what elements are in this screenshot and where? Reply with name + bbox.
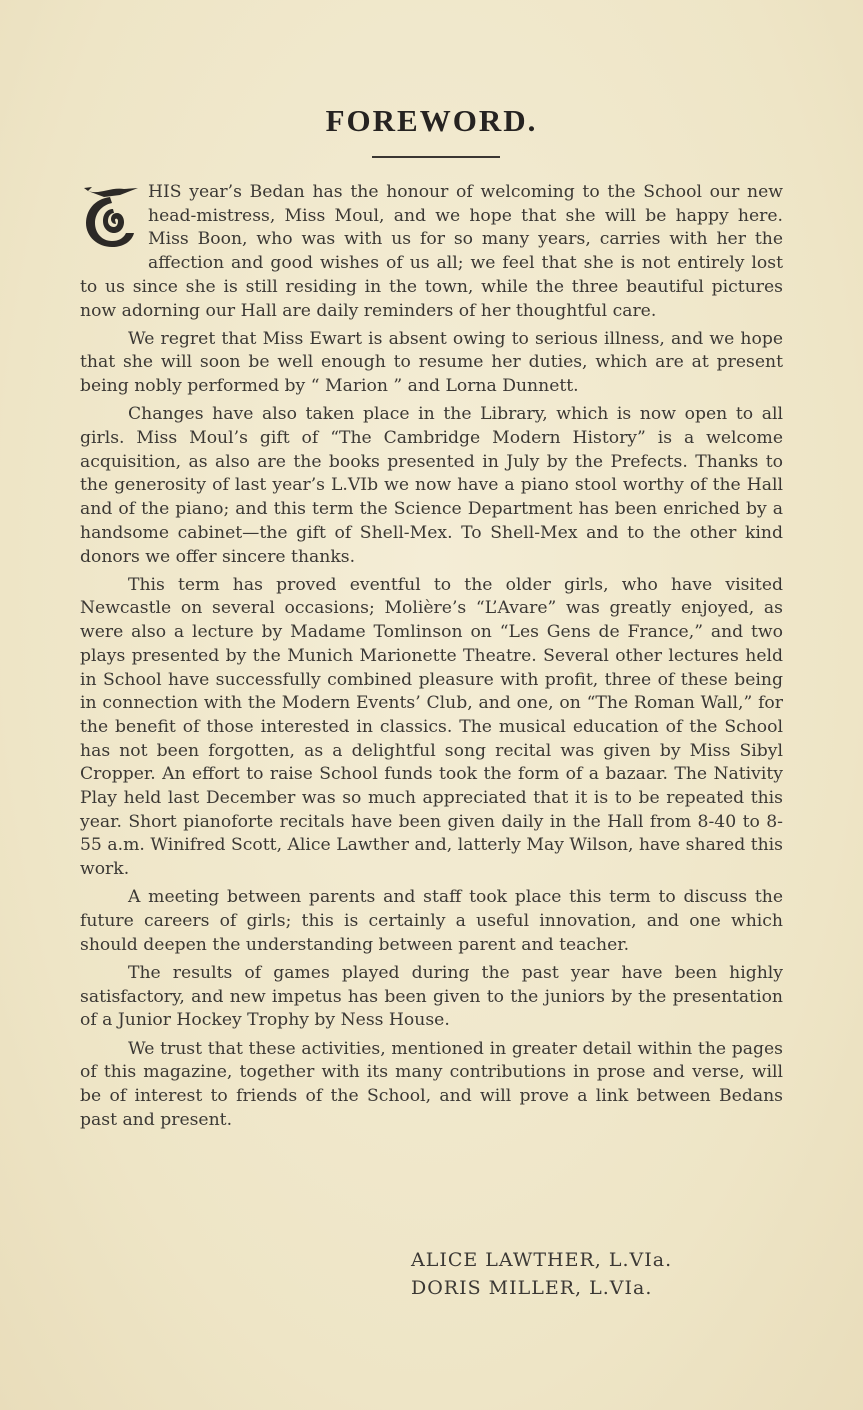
drop-cap-t-icon <box>80 183 142 253</box>
paragraph-7: We trust that these activities, mentioned in greater detail within the pages of this magazine, together with its many contributions in prose and verse, will be of interest to friends of the School, and will prove a link between Bedans past and present. <box>80 1038 783 1130</box>
paragraph-2: We regret that Miss Ewart is absent owing to serious illness, and we hope that she will soon be well enough to resume her duties, which are at present being nobly performed by “ Marion ” and Lorna Dunnett. <box>80 328 783 397</box>
signature-2: DORIS MILLER, L.VIa. <box>411 1277 653 1299</box>
title-underline <box>372 156 500 158</box>
paragraph-4: This term has proved eventful to the older girls, who have visited Newcastle on several occasions; Molière’s “L’Avare” was greatly enjoyed, as were also a lecture by Madame Tomlinson on “Les Gens de France,” and two plays presented by the Munich Marionette Theatre. Several other lectures held in School have successfully combined pleasure with profit, three of these being in connection with the Modern Events’ Club, and one, on “The Roman Wall,” for the benefit of those interested in classics. The musical education of the School has not been forgotten, as a delightful song recital was given by Miss Sibyl Cropper. An effort to raise School funds took the form of a bazaar. The Nativity Play held last December was so much appreciated that it is to be repeated this year. Short pianoforte recitals have been given daily in the Hall from 8-40 to 8-55 a.m. Winifred Scott, Alice Lawther and, latterly May Wilson, have shared this work. <box>80 574 783 880</box>
signature-block <box>411 1246 672 1302</box>
paragraph-6: The results of games played during the past year have been highly satisfactory, and new impetus has been given to the juniors by the presentation of a Junior Hockey Trophy by Ness House. <box>80 963 783 1031</box>
page-title: FOREWORD. <box>325 103 538 138</box>
paragraph-3: Changes have also taken place in the Library, which is now open to all girls. Miss Moul’s gift of “The Cambridge Modern History” is a welcome acquisition, as also are the books presented in July by the Prefects. Thanks to the generosity of last year’s L.VIb we now have a piano stool worthy of the Hall and of the piano; and this term the Science Department has been enriched by a handsome cabinet—the gift of Shell-Mex. To Shell-Mex and to the other kind donors we offer sincere thanks. <box>80 404 783 567</box>
foreword-body <box>80 181 783 1137</box>
drop-cap-t <box>80 183 142 253</box>
paragraph-1 <box>80 181 783 323</box>
paragraph-5: A meeting between parents and staff took place this term to discuss the future careers of girls; this is certainly a useful innovation, and one which should deepen the understanding between parent and teacher. <box>80 887 783 955</box>
signature-1: ALICE LAWTHER, L.VIa. <box>411 1249 673 1271</box>
paragraph-1-text: HIS year’s Bedan has the honour of welcoming to the School our new head-mistress, Miss Moul, and we hope that she will be happy here. Miss Boon, who was with us for so many years, carries with her the affection and good wishes of us all; we feel that she is not entirely lost to us since she is still residing in the town, while the three beautiful pictures now adorning our Hall are daily reminders of her thoughtful care. <box>80 182 783 321</box>
